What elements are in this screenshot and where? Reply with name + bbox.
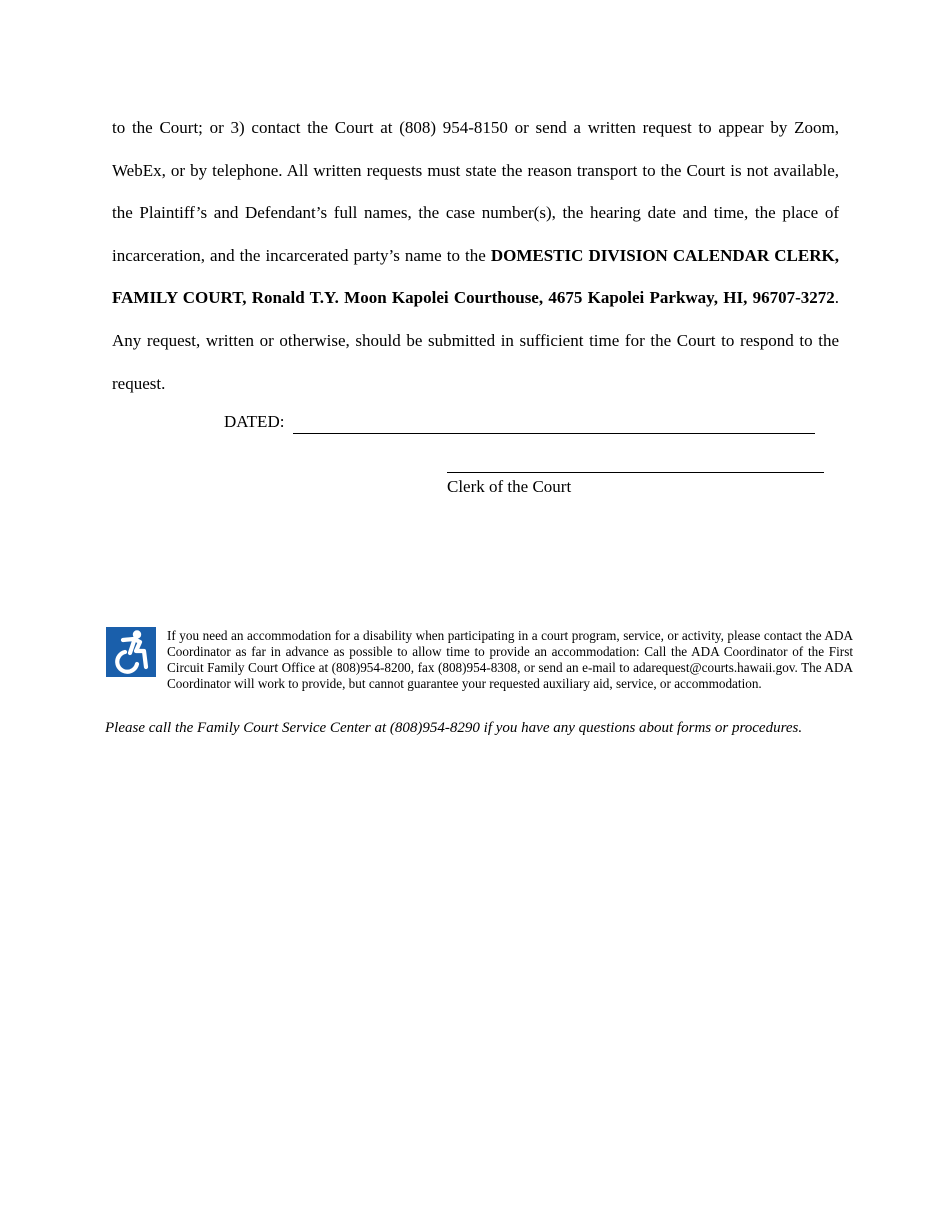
main-text-part-2: . Any request, written or otherwise, should be submitted in sufficient time for the Court to respond to the request.: [112, 288, 839, 393]
clerk-address-bold: DOMESTIC DIVISION CALENDAR CLERK, FAMILY COURT, Ronald T.Y. Moon Kapolei Courthouse, 4675 Kapolei Parkway, HI, 96707-3272: [112, 245, 839, 308]
ada-accommodation-notice: If you need an accommodation for a disability when participating in a court program, service, or activity, please contact the ADA Coordinator as far in advance as possible to allow time to provide an accommodation: Call the ADA Coordinator of the First Circuit Family Court Office at (808)954-8200, fax (808)954-8308, or send an e-mail to adarequest@courts.hawaii.gov. The ADA Coordinator will work to provide, but cannot guarantee your requested auxiliary aid, service, or accommodation.: [167, 628, 853, 692]
clerk-of-court-label: Clerk of the Court: [447, 477, 572, 496]
service-center-note: Please call the Family Court Service Center at (808)954-8290 if you have any questions about forms or procedures.: [105, 720, 803, 736]
main-text-part-1: to the Court; or 3) contact the Court at (808) 954-8150 or send a written request to appear by Zoom, WebEx, or by telephone. All written requests must state the reason transport to the Court is not available, the Plaintiff’s and Defendant’s full names, the case number(s), the hearing date and time, the place of incarceration, and the incarcerated party’s name to the: [112, 118, 839, 265]
clerk-signature-line: [447, 472, 824, 473]
dated-row: [224, 410, 815, 434]
dated-label: DATED:: [224, 412, 285, 431]
accessibility-wheelchair-icon: [106, 627, 156, 677]
main-paragraph: [112, 107, 839, 405]
dated-signature-line: [293, 413, 815, 434]
